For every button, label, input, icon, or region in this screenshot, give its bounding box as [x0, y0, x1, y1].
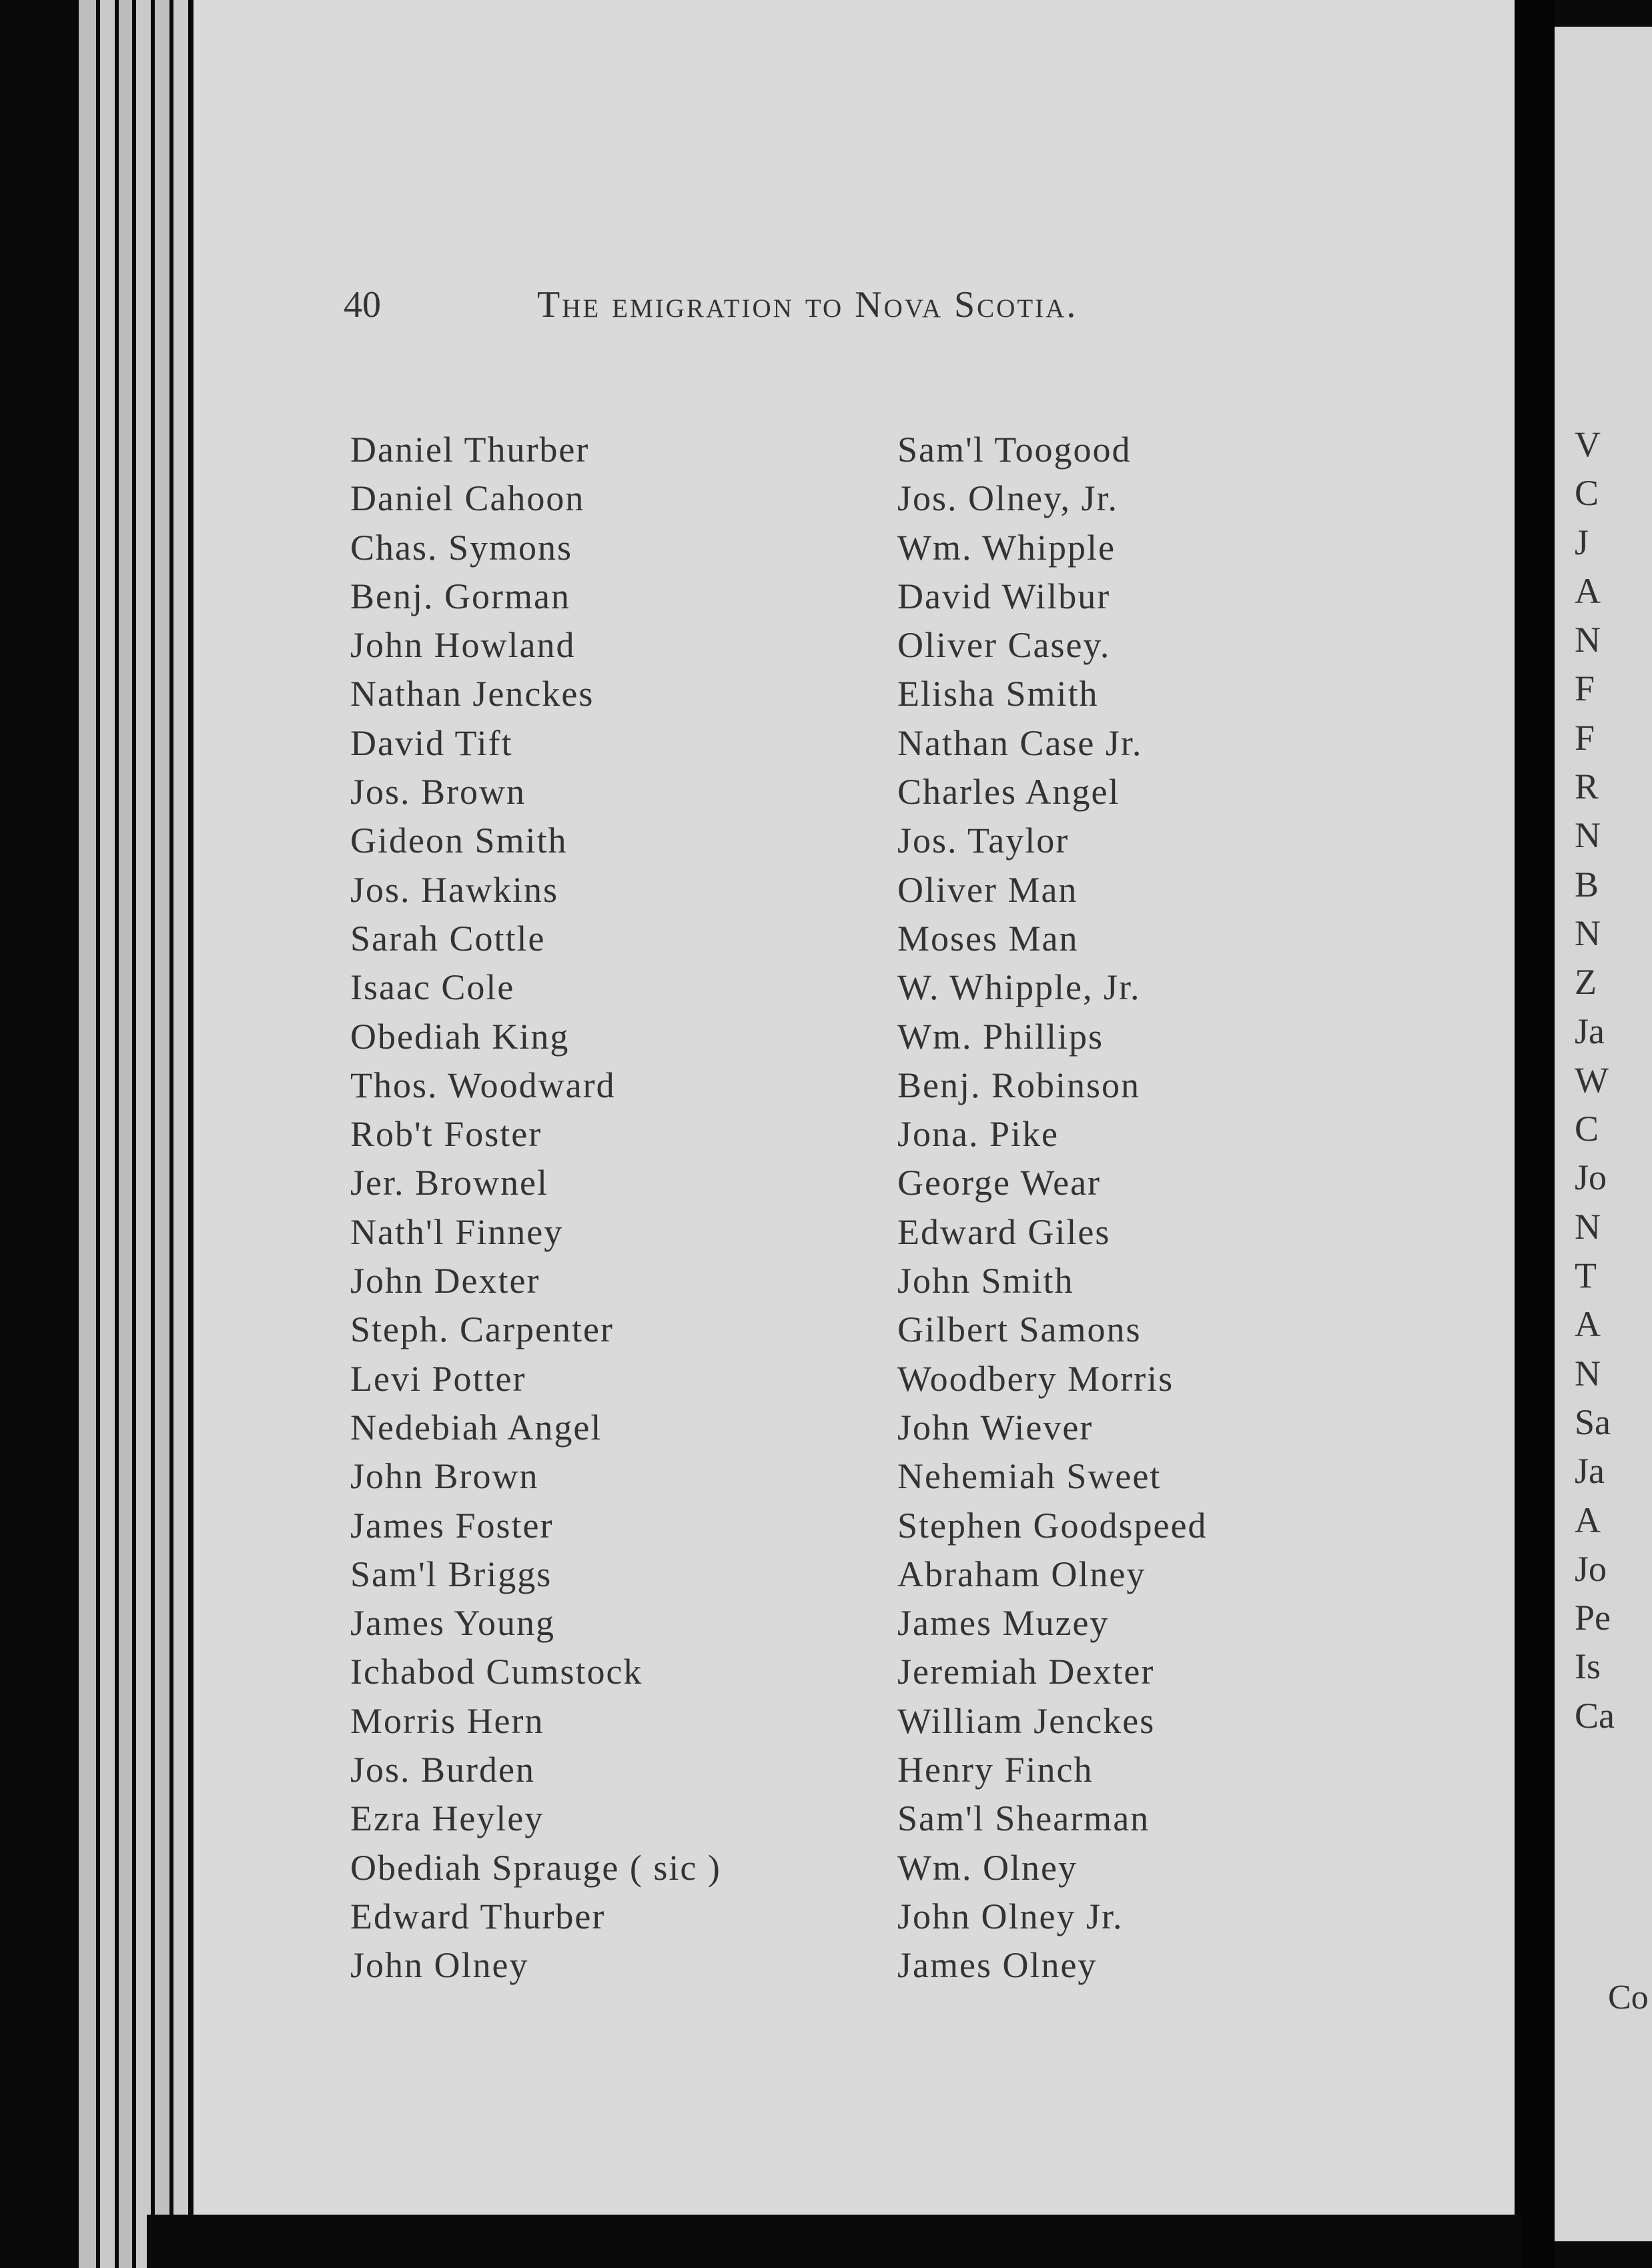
name-entry: Jona. Pike — [897, 1114, 1059, 1155]
name-entry: Oliver Man — [897, 869, 1078, 910]
name-entry: Henry Finch — [897, 1750, 1094, 1790]
name-entry: Chas. Symons — [350, 527, 573, 568]
name-entry: Edward Thurber — [350, 1896, 606, 1936]
name-entry: Edward Giles — [897, 1211, 1111, 1252]
facing-page-fragment-text: R — [1575, 766, 1599, 807]
page-edge — [100, 0, 115, 2268]
facing-page-fragment-text: A — [1575, 1304, 1601, 1345]
name-entry: Nath'l Finney — [350, 1211, 564, 1252]
name-entry: Wm. Whipple — [897, 527, 1116, 568]
name-entry: James Foster — [350, 1505, 554, 1546]
name-entry: Jos. Taylor — [897, 820, 1070, 861]
name-entry: George Wear — [897, 1163, 1102, 1203]
facing-page-column — [1575, 420, 1615, 1740]
name-entry: Obediah King — [350, 1016, 570, 1057]
names-column-right — [897, 426, 1404, 1991]
name-entry: Obediah Sprauge ( sic ) — [350, 1847, 721, 1888]
facing-page-fragment-text: N — [1575, 815, 1601, 856]
name-entry: John Howland — [350, 625, 576, 666]
facing-page-fragment-text: J — [1575, 522, 1589, 562]
scan-border — [147, 2215, 1521, 2268]
name-entry: John Olney Jr. — [897, 1896, 1124, 1936]
name-entry: John Wiever — [897, 1407, 1094, 1448]
name-entry: Morris Hern — [350, 1700, 544, 1741]
name-entry: Jos. Hawkins — [350, 869, 559, 910]
facing-page-fragment-text: Ja — [1575, 1011, 1605, 1051]
name-entry: James Muzey — [897, 1603, 1110, 1644]
page-number: 40 — [344, 284, 381, 326]
facing-page-fragment-text: C — [1575, 473, 1599, 514]
name-entry: Stephen Goodspeed — [897, 1505, 1208, 1546]
name-entry: Ichabod Cumstock — [350, 1652, 643, 1692]
facing-page-fragment-text: N — [1575, 1353, 1601, 1393]
name-entry: John Dexter — [350, 1261, 540, 1301]
running-title: The emigration to Nova Scotia. — [537, 284, 1078, 326]
page-edge — [119, 0, 132, 2268]
facing-page-fragment-text: Ja — [1575, 1451, 1605, 1492]
name-entry: Sarah Cottle — [350, 918, 546, 959]
name-entry: Wm. Olney — [897, 1847, 1078, 1888]
name-entry: David Tift — [350, 722, 513, 763]
facing-page-fragment-text: A — [1575, 570, 1601, 611]
name-entry: Ezra Heyley — [350, 1798, 544, 1839]
facing-page-fragment-text: Z — [1575, 962, 1597, 1003]
name-entry: John Smith — [897, 1261, 1074, 1301]
name-entry: Gideon Smith — [350, 820, 568, 861]
name-entry: William Jenckes — [897, 1700, 1156, 1741]
name-entry: Jer. Brownel — [350, 1163, 548, 1203]
facing-page-fragment — [1555, 27, 1652, 2241]
facing-page-fragment-text: Jo — [1575, 1548, 1607, 1589]
name-entry: David Wilbur — [897, 576, 1111, 616]
name-entry: Jeremiah Dexter — [897, 1652, 1155, 1692]
facing-page-fragment-text: A — [1575, 1500, 1601, 1540]
name-entry: Sam'l Briggs — [350, 1554, 552, 1594]
name-entry: Gilbert Samons — [897, 1309, 1142, 1350]
name-entry: John Brown — [350, 1456, 539, 1497]
name-entry: Nedebiah Angel — [350, 1407, 602, 1448]
page-edge — [173, 0, 188, 2268]
page-header — [344, 284, 1411, 330]
facing-page-fragment-text: N — [1575, 620, 1601, 660]
name-entry: Daniel Thurber — [350, 430, 590, 470]
facing-page-fragment-text: Pe — [1575, 1598, 1611, 1638]
name-entry: Sam'l Shearman — [897, 1798, 1150, 1839]
name-entry: W. Whipple, Jr. — [897, 967, 1141, 1008]
name-entry: Nehemiah Sweet — [897, 1456, 1162, 1497]
page-edge — [79, 0, 96, 2268]
name-entry: James Young — [350, 1603, 556, 1644]
name-entry: James Olney — [897, 1945, 1098, 1986]
name-entry: Jos. Burden — [350, 1750, 535, 1790]
facing-page-fragment-text: Is — [1575, 1646, 1601, 1687]
facing-page-fragment-text: B — [1575, 864, 1599, 905]
name-entry: Nathan Jenckes — [350, 674, 594, 714]
name-entry: Oliver Casey. — [897, 625, 1111, 666]
book-gutter — [1515, 0, 1555, 2268]
name-entry: Jos. Brown — [350, 772, 526, 812]
facing-page-fragment-text: F — [1575, 668, 1595, 709]
facing-page-fragment-text: T — [1575, 1255, 1597, 1296]
name-entry: Benj. Gorman — [350, 576, 570, 616]
name-entry: Steph. Carpenter — [350, 1309, 614, 1350]
name-entry: Daniel Cahoon — [350, 478, 585, 519]
name-entry: Moses Man — [897, 918, 1079, 959]
name-entry: Wm. Phillips — [897, 1016, 1104, 1057]
name-entry: Charles Angel — [897, 772, 1120, 812]
name-entry: Nathan Case Jr. — [897, 722, 1143, 763]
name-entry: Elisha Smith — [897, 674, 1099, 714]
name-entry: Isaac Cole — [350, 967, 515, 1008]
name-entry: Benj. Robinson — [897, 1065, 1141, 1105]
facing-page-fragment-text: N — [1575, 913, 1601, 953]
name-entry: Thos. Woodward — [350, 1065, 616, 1105]
book-page — [193, 0, 1515, 2221]
facing-page-bottom-text: Co — [1608, 1978, 1649, 2017]
facing-page-fragment-text: Sa — [1575, 1401, 1611, 1442]
name-entry: Woodbery Morris — [897, 1358, 1174, 1399]
names-column-left — [350, 426, 857, 1991]
facing-page-fragment-text: F — [1575, 717, 1595, 758]
page-edge — [155, 0, 169, 2268]
facing-page-fragment-text: W — [1575, 1059, 1609, 1100]
facing-page-fragment-text: Ca — [1575, 1695, 1615, 1736]
name-entry: Rob't Foster — [350, 1114, 542, 1155]
name-entry: Jos. Olney, Jr. — [897, 478, 1119, 519]
page-edge — [136, 0, 151, 2268]
name-entry: John Olney — [350, 1945, 529, 1986]
facing-page-fragment-text: Jo — [1575, 1157, 1607, 1198]
facing-page-fragment-text: N — [1575, 1206, 1601, 1247]
name-entry: Abraham Olney — [897, 1554, 1146, 1594]
name-entry: Levi Potter — [350, 1358, 526, 1399]
facing-page-fragment-text: C — [1575, 1109, 1599, 1149]
name-entry: Sam'l Toogood — [897, 430, 1132, 470]
facing-page-fragment-text: V — [1575, 424, 1601, 464]
